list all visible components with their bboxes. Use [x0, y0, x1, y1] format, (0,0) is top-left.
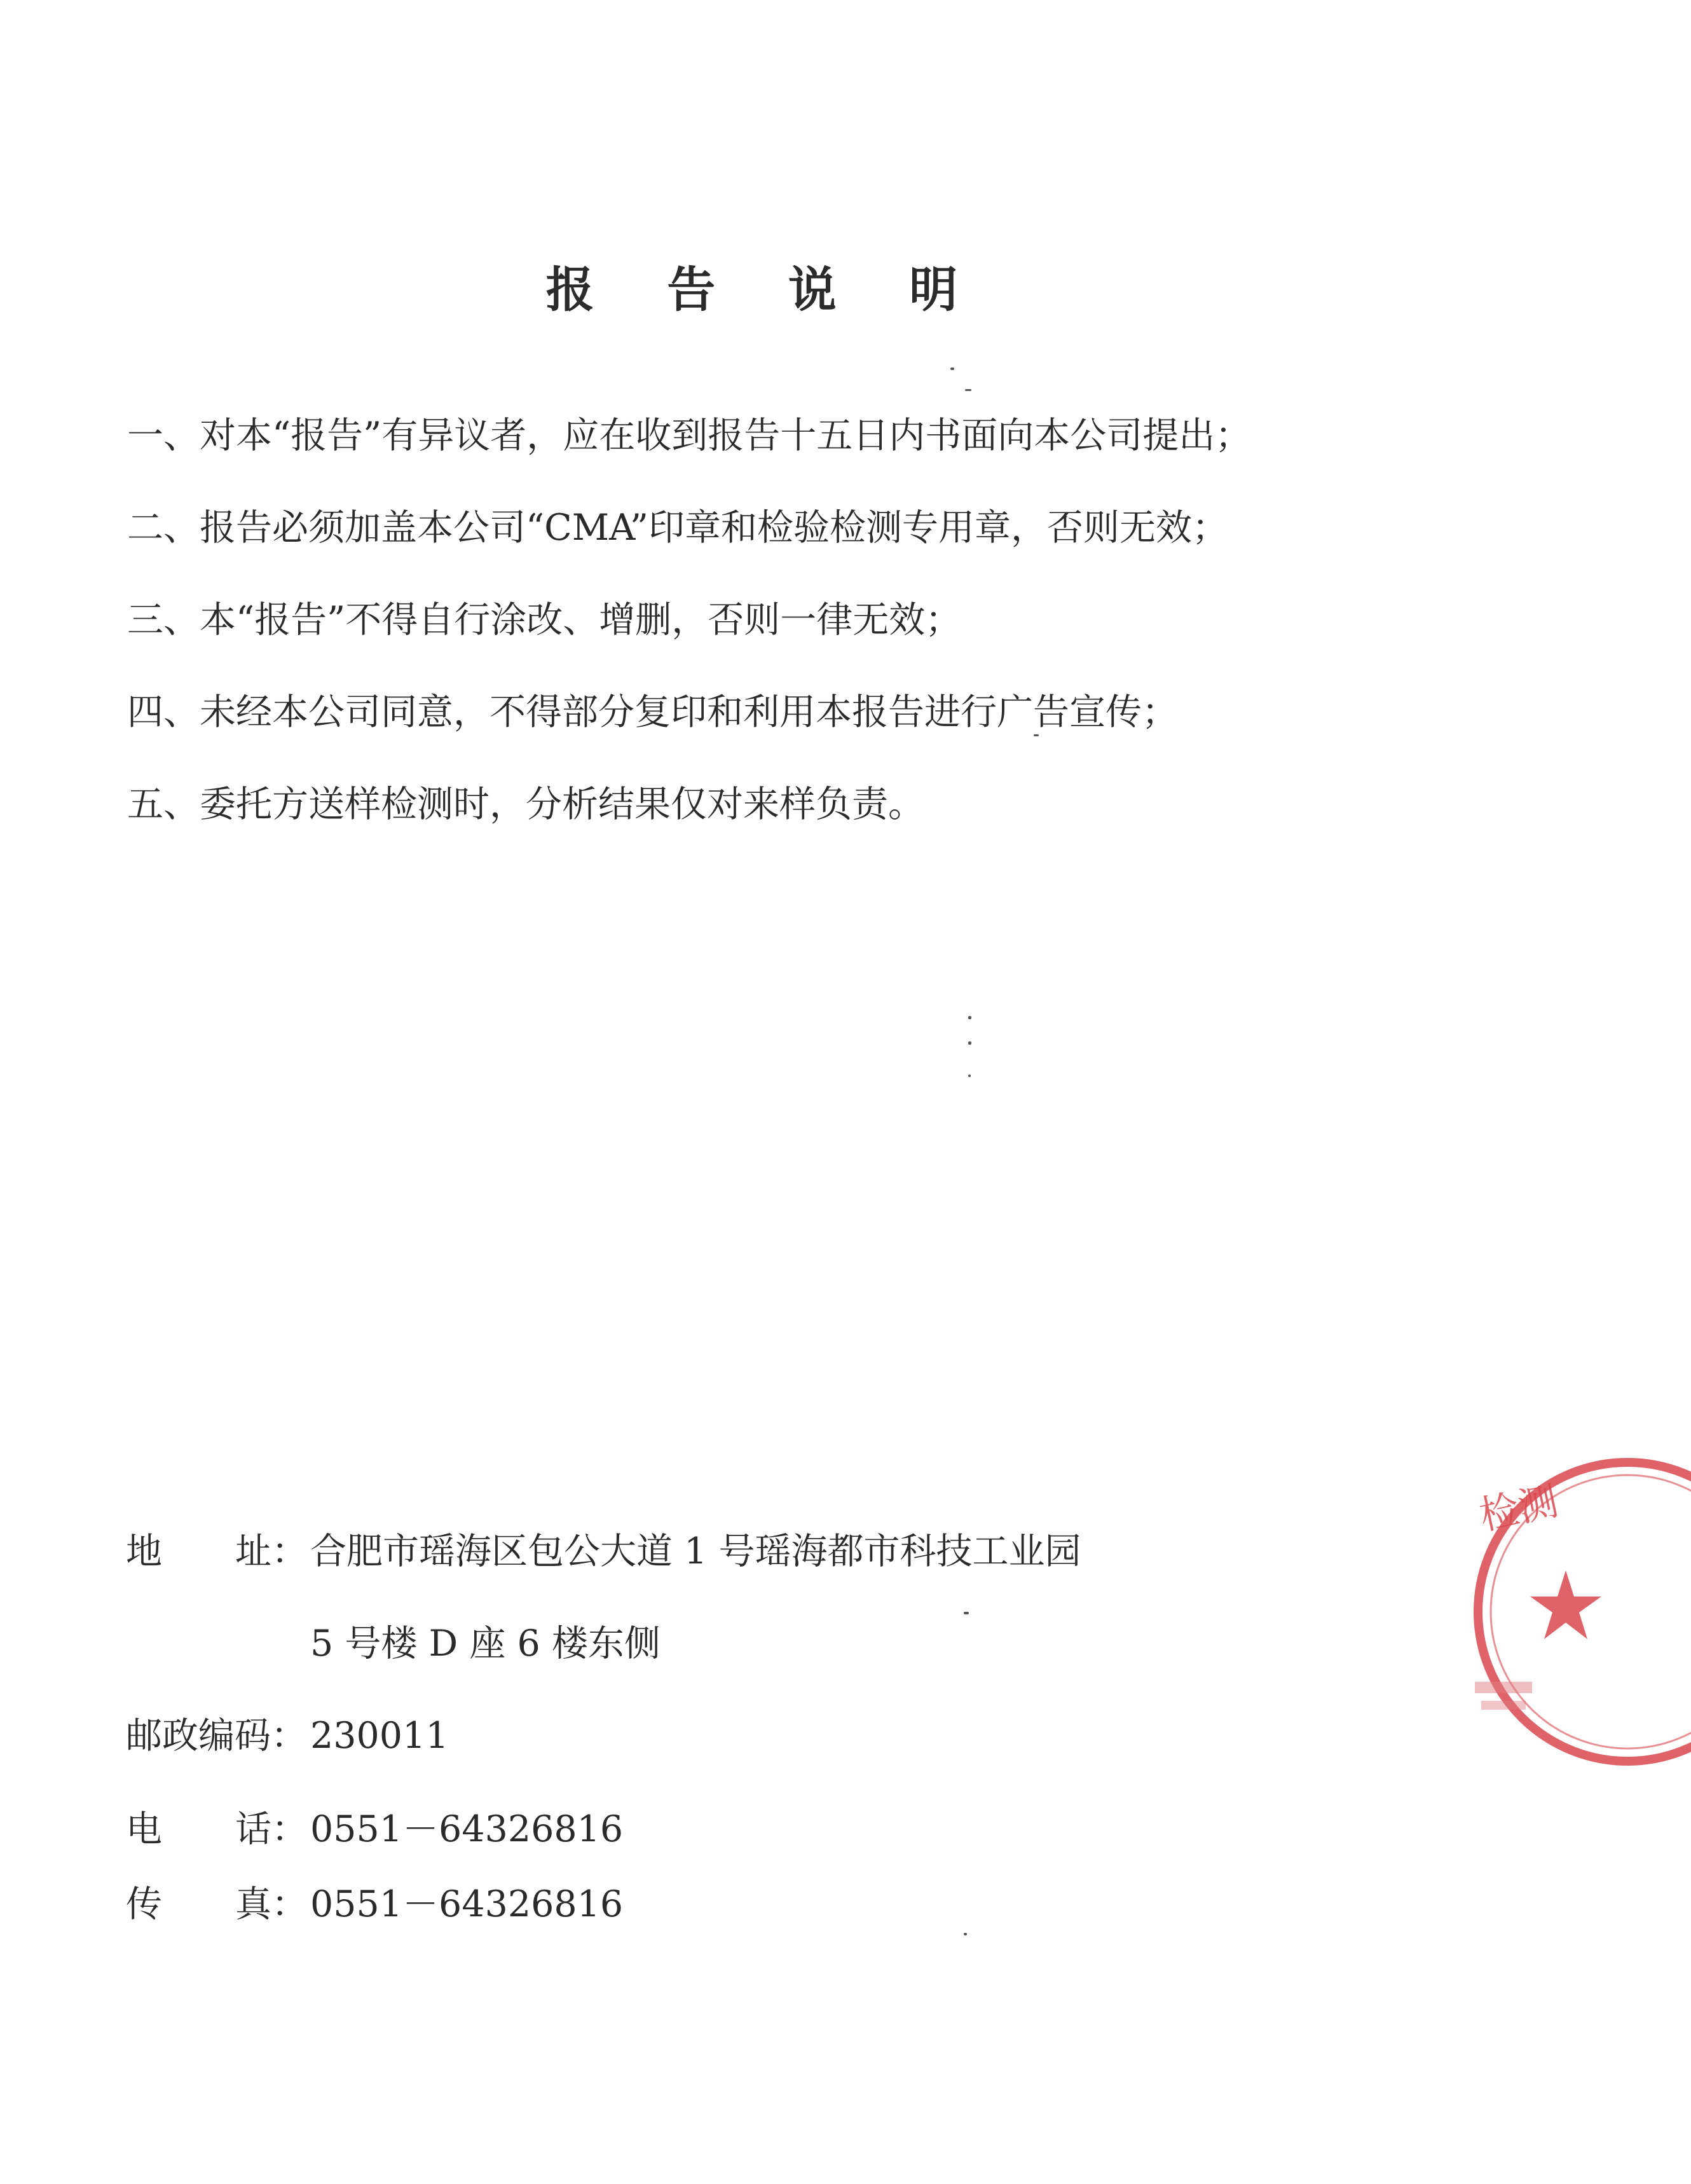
postal-value: 230011: [310, 1715, 449, 1757]
document-title: 报 告 说 明: [545, 261, 986, 318]
scan-speck: [968, 1016, 971, 1019]
postal-label: 邮政编码：: [126, 1715, 307, 1757]
seal-smudge: [1475, 1682, 1532, 1693]
fax-value: 0551－64326816: [310, 1883, 624, 1925]
postal-row: [126, 1707, 1334, 1764]
scan-speck: [968, 1075, 971, 1077]
note-item-4: 四、未经本公司同意，不得部分复印和利用本报告进行广告宣传；: [127, 691, 1178, 733]
scan-speck: [950, 367, 954, 370]
fax-label-left: 传: [126, 1883, 162, 1925]
scan-speck: [964, 1933, 967, 1935]
fax-label-right: 真：: [235, 1883, 308, 1925]
note-item-2: 二、报告必须加盖本公司“CMA”印章和检验检测专用章，否则无效；: [127, 507, 1229, 549]
note-item-3: 三、本“报告”不得自行涂改、增删，否则一律无效；: [127, 599, 962, 641]
seal-star: [1530, 1570, 1601, 1639]
seal-graphic: [1462, 1456, 1691, 1768]
scan-speck: [965, 389, 971, 391]
address-line-1: 合肥市瑶海区包公大道 1 号瑶海都市科技工业园: [310, 1530, 1081, 1572]
company-seal: [1462, 1456, 1691, 1768]
address-label: [126, 1523, 308, 1580]
phone-label: [126, 1801, 308, 1858]
scan-speck: [968, 1041, 971, 1045]
fax-label: [126, 1876, 308, 1933]
scan-speck: [964, 1612, 969, 1614]
scan-speck: [1034, 734, 1039, 736]
contact-block: [126, 1523, 1334, 1925]
report-notes-list: [127, 407, 1462, 868]
phone-label-right: 话：: [235, 1808, 308, 1850]
fax-row: [126, 1876, 1334, 1933]
phone-row: [126, 1801, 1334, 1858]
address-label-left: 地: [126, 1530, 162, 1572]
phone-label-left: 电: [126, 1808, 162, 1850]
seal-text: 检测: [1475, 1477, 1563, 1539]
address-row-2: [126, 1615, 1334, 1672]
seal-smudge: [1481, 1701, 1526, 1710]
note-item-1: 一、对本“报告”有异议者，应在收到报告十五日内书面向本公司提出；: [127, 415, 1252, 457]
address-row: [126, 1523, 1334, 1580]
address-label-right: 址：: [235, 1530, 308, 1572]
address-line-2: 5 号楼 D 座 6 楼东侧: [310, 1623, 661, 1665]
note-item-5: 五、委托方送样检测时，分析结果仅对来样负责。: [127, 783, 924, 825]
phone-value: 0551－64326816: [310, 1808, 624, 1850]
